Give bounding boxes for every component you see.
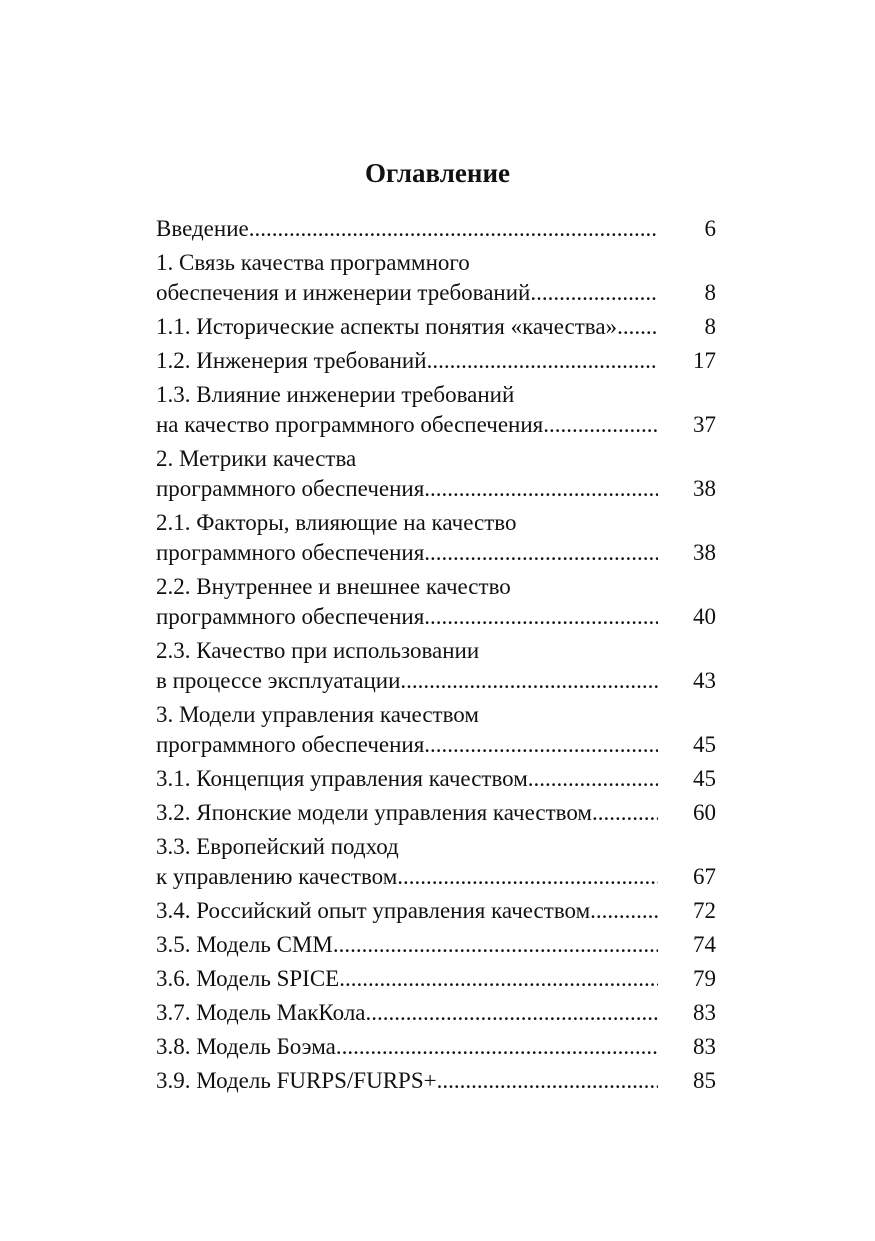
page-title: Оглавление <box>365 158 510 188</box>
toc-entry-title: 3.6. Модель SPICE ..... <box>156 964 658 994</box>
toc-entry <box>156 700 720 760</box>
toc-entry <box>156 346 720 376</box>
toc-page-number: 37 <box>693 412 716 437</box>
toc-entry <box>156 998 720 1028</box>
toc-page-number: 67 <box>693 864 716 889</box>
toc-page-number: 6 <box>704 216 716 241</box>
toc-entry-title-line1: 2. Метрики качества <box>156 446 357 471</box>
toc-entry <box>156 444 720 504</box>
toc-entry <box>156 1032 720 1062</box>
toc-entry-title-line1: 3.3. Европейский подход <box>156 834 399 859</box>
toc-entry <box>156 572 720 632</box>
toc-entry <box>156 214 720 244</box>
toc-entry-title: программного обеспечения ..... <box>156 602 658 632</box>
toc-page-number: 8 <box>704 280 716 305</box>
toc-entry-title: 3.1. Концепция управления качеством ..... <box>156 764 658 794</box>
toc-entry-title: к управлению качеством ..... <box>156 862 658 892</box>
toc-entry-title: 3.7. Модель МакКола ..... <box>156 998 658 1028</box>
toc-entry <box>156 964 720 994</box>
toc-entry <box>156 312 720 342</box>
toc-page-number: 45 <box>693 732 716 757</box>
toc-entry-title: 3.9. Модель FURPS/FURPS+ ..... <box>156 1066 658 1096</box>
toc-entry-title: в процессе эксплуатации ..... <box>156 666 658 696</box>
toc-page-number: 79 <box>693 966 716 991</box>
toc-page-number: 85 <box>693 1068 716 1093</box>
toc-entry-title-line1: 1.3. Влияние инженерии требований <box>156 382 515 407</box>
toc-entry-title: обеспечения и инженерии требований ..... <box>156 278 658 308</box>
toc-page-number: 17 <box>693 348 716 373</box>
toc-entry-title-line1: 2.3. Качество при использовании <box>156 638 480 663</box>
toc-entry-title: Введение ..... <box>156 214 658 244</box>
toc-entry <box>156 1066 720 1096</box>
toc-entry <box>156 832 720 892</box>
toc-entry-title-line1: 3. Модели управления качеством <box>156 702 479 727</box>
toc-entry-title-line1: 2.1. Факторы, влияющие на качество <box>156 510 517 535</box>
toc-page-number: 8 <box>704 314 716 339</box>
toc-entry <box>156 508 720 568</box>
toc-page-number: 40 <box>693 604 716 629</box>
toc-entry <box>156 636 720 696</box>
toc-page-number: 83 <box>693 1034 716 1059</box>
toc-page-number: 72 <box>693 898 716 923</box>
toc-entry <box>156 798 720 828</box>
toc-page-number: 38 <box>693 540 716 565</box>
toc-page-number: 60 <box>693 800 716 825</box>
toc-entry-title-line1: 2.2. Внутреннее и внешнее качество <box>156 574 511 599</box>
toc-entry-title: 3.8. Модель Боэма ..... <box>156 1032 658 1062</box>
table-of-contents <box>156 214 720 1100</box>
toc-entry-title: 1.2. Инженерия требований ..... <box>156 346 658 376</box>
toc-entry <box>156 248 720 308</box>
toc-entry-title: 3.5. Модель CMM ..... <box>156 930 658 960</box>
toc-page-number: 45 <box>693 766 716 791</box>
toc-entry-title-line1: 1. Связь качества программного <box>156 250 470 275</box>
toc-entry-title: 1.1. Исторические аспекты понятия «качества» ..... <box>156 312 658 342</box>
toc-page-number: 74 <box>693 932 716 957</box>
toc-page-number: 83 <box>693 1000 716 1025</box>
toc-entry-title: программного обеспечения ..... <box>156 538 658 568</box>
toc-entry <box>156 380 720 440</box>
toc-entry <box>156 930 720 960</box>
toc-page-number: 43 <box>693 668 716 693</box>
toc-entry <box>156 896 720 926</box>
toc-page-number: 38 <box>693 476 716 501</box>
toc-entry-title: 3.4. Российский опыт управления качеством ..... <box>156 896 658 926</box>
toc-entry-title: программного обеспечения ..... <box>156 474 658 504</box>
toc-entry-title: на качество программного обеспечения ..... <box>156 410 658 440</box>
toc-entry <box>156 764 720 794</box>
toc-entry-title: программного обеспечения ..... <box>156 730 658 760</box>
toc-entry-title: 3.2. Японские модели управления качеством ..... <box>156 798 658 828</box>
